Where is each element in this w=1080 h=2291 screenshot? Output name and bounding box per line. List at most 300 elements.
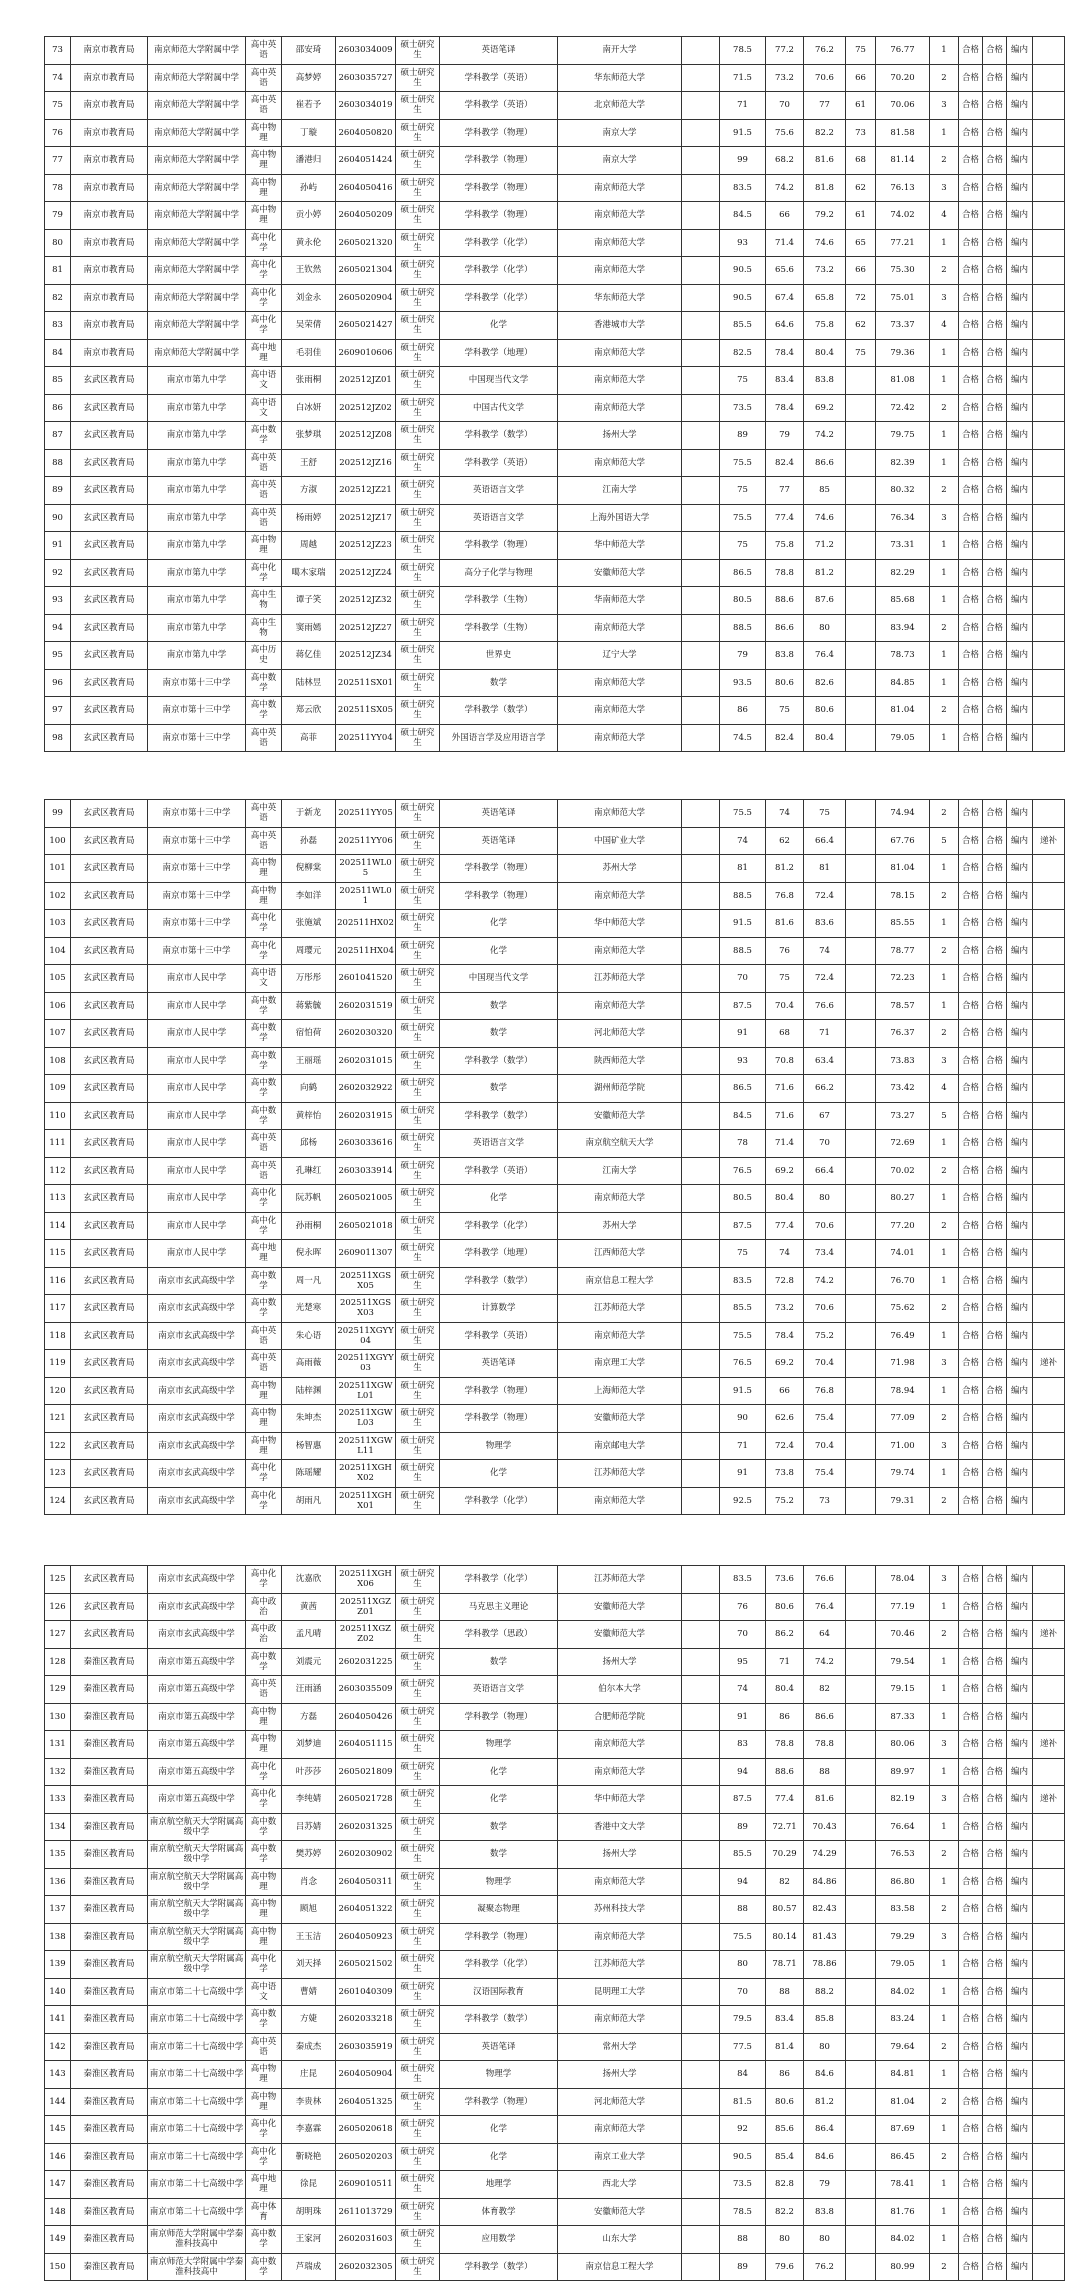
table-cell [846, 1923, 876, 1951]
table-cell: 合格 [959, 559, 983, 587]
table-cell: 2604051115 [336, 1731, 396, 1759]
table-cell: 硕士研究生 [396, 1350, 440, 1378]
table-cell [846, 1593, 876, 1621]
table-cell: 75 [720, 1240, 766, 1268]
table-cell: 南京师范大学 [558, 257, 682, 285]
table-cell [682, 1841, 720, 1869]
table-cell: 学科教学（思政） [440, 1621, 558, 1649]
table-cell: 80.4 [804, 724, 846, 752]
table-cell: 硕士研究生 [396, 1841, 440, 1869]
table-cell [846, 2033, 876, 2061]
table-cell: 高中物理 [246, 882, 282, 910]
table-cell: 学科教学（生物） [440, 614, 558, 642]
table-row [45, 532, 1065, 560]
table-cell: 高中地理 [246, 2171, 282, 2199]
table-cell: 1 [930, 669, 959, 697]
table-cell: 南京航空航天大学 [558, 1130, 682, 1158]
table-cell [846, 1703, 876, 1731]
table-cell: 编内 [1007, 339, 1033, 367]
table-cell [682, 284, 720, 312]
table-cell [682, 1322, 720, 1350]
table-cell: 编内 [1007, 2198, 1033, 2226]
table-cell [682, 1020, 720, 1048]
table-cell: 1 [930, 339, 959, 367]
table-cell: 南京师范大学附属中学 [148, 64, 246, 92]
table-cell: 91 [720, 1020, 766, 1048]
table-cell: 中国古代文学 [440, 394, 558, 422]
table-cell: 2 [930, 1020, 959, 1048]
table-cell: 65.6 [766, 257, 804, 285]
table-cell: 合格 [983, 1212, 1007, 1240]
table-cell: 合格 [959, 1978, 983, 2006]
table-cell: 74 [720, 827, 766, 855]
table-cell: 南京市第十三中学 [148, 855, 246, 883]
table-cell: 华东师范大学 [558, 64, 682, 92]
table-cell: 3 [930, 1047, 959, 1075]
table-cell: 1 [930, 910, 959, 938]
table-cell: 安徽师范大学 [558, 1102, 682, 1130]
table-cell: 学科教学（化学） [440, 229, 558, 257]
table-row [45, 1075, 1065, 1103]
table-cell: 玄武区教育局 [71, 800, 148, 828]
table-cell: 高中物理 [246, 119, 282, 147]
table-cell: 高中语文 [246, 394, 282, 422]
table-cell [682, 1267, 720, 1295]
table-cell: 南京师范大学 [558, 1923, 682, 1951]
table-cell: 南京师范大学 [558, 2006, 682, 2034]
table-cell: 合格 [959, 855, 983, 883]
table-cell: 合格 [959, 1157, 983, 1185]
table-cell: 68.2 [766, 147, 804, 175]
table-cell: 安徽师范大学 [558, 1621, 682, 1649]
table-cell: 南京航空航天大学附属高级中学 [148, 1841, 246, 1869]
table-cell: 硕士研究生 [396, 855, 440, 883]
table-cell: 80 [804, 614, 846, 642]
table-cell: 硕士研究生 [396, 477, 440, 505]
table-row [45, 2033, 1065, 2061]
table-cell [1033, 1322, 1065, 1350]
table-cell: 高中体育 [246, 2198, 282, 2226]
table-cell: 秦淮区教育局 [71, 2033, 148, 2061]
table-cell: 91 [45, 532, 71, 560]
table-cell: 70.06 [876, 92, 930, 120]
table-cell: 高中英语 [246, 1350, 282, 1378]
table-cell: 2 [930, 477, 959, 505]
table-cell: 高中化学 [246, 1487, 282, 1515]
table-cell: 74.02 [876, 202, 930, 230]
table-cell: 玄武区教育局 [71, 827, 148, 855]
table-cell: 202511XGZZ02 [336, 1621, 396, 1649]
table-cell [1033, 2171, 1065, 2199]
table-cell: 南京市玄武高级中学 [148, 1432, 246, 1460]
table-cell: 硕士研究生 [396, 532, 440, 560]
table-cell: 玄武区教育局 [71, 1047, 148, 1075]
table-cell: 3 [930, 1350, 959, 1378]
table-cell: 玄武区教育局 [71, 1157, 148, 1185]
table-cell: 合格 [983, 2143, 1007, 2171]
table-cell: 68 [766, 1020, 804, 1048]
table-cell: 高中化学 [246, 1758, 282, 1786]
table-cell [682, 882, 720, 910]
table-cell: 编内 [1007, 1621, 1033, 1649]
table-cell [682, 587, 720, 615]
table-row [45, 284, 1065, 312]
table-cell [846, 1676, 876, 1704]
table-cell: 79.05 [876, 1951, 930, 1979]
table-cell: 合格 [959, 1075, 983, 1103]
table-cell [1033, 1703, 1065, 1731]
table-cell [846, 1240, 876, 1268]
table-cell: 物理学 [440, 1868, 558, 1896]
table-cell [682, 449, 720, 477]
table-cell: 曹婧 [282, 1978, 336, 2006]
table-cell: 编内 [1007, 1731, 1033, 1759]
table-cell: 玄武区教育局 [71, 532, 148, 560]
table-cell: 安徽师范大学 [558, 2198, 682, 2226]
table-cell: 76.4 [804, 642, 846, 670]
table-cell: 硕士研究生 [396, 1487, 440, 1515]
table-cell: 合格 [959, 1703, 983, 1731]
table-cell: 南京信息工程大学 [558, 2253, 682, 2281]
table-cell [682, 1432, 720, 1460]
table-cell: 85.5 [720, 1841, 766, 1869]
table-cell [846, 559, 876, 587]
table-cell: 2 [930, 1896, 959, 1924]
table-cell: 106 [45, 992, 71, 1020]
table-cell: 编内 [1007, 2006, 1033, 2034]
table-cell: 高梦婷 [282, 64, 336, 92]
table-cell: 玄武区教育局 [71, 614, 148, 642]
table-cell: 高中英语 [246, 724, 282, 752]
table-cell [1033, 1102, 1065, 1130]
table-row [45, 882, 1065, 910]
table-cell: 扬州大学 [558, 1648, 682, 1676]
table-cell: 南京师范大学附属中学 [148, 202, 246, 230]
table-cell: 5 [930, 1102, 959, 1130]
table-cell [846, 532, 876, 560]
table-cell: 硕士研究生 [396, 1923, 440, 1951]
table-cell [846, 642, 876, 670]
table-cell: 80.06 [876, 1731, 930, 1759]
table-cell: 合格 [983, 1978, 1007, 2006]
table-cell: 硕士研究生 [396, 202, 440, 230]
table-row [45, 1621, 1065, 1649]
table-cell: 万彤彤 [282, 965, 336, 993]
table-cell: 合格 [983, 1703, 1007, 1731]
table-cell: 编内 [1007, 1295, 1033, 1323]
table-cell: 玄武区教育局 [71, 394, 148, 422]
table-cell: 85.55 [876, 910, 930, 938]
table-cell: 高中物理 [246, 2061, 282, 2089]
table-cell: 66 [846, 64, 876, 92]
table-row [45, 2088, 1065, 2116]
table-cell: 南京市第十三中学 [148, 827, 246, 855]
table-cell: 王玉洁 [282, 1923, 336, 1951]
table-cell: 硕士研究生 [396, 2006, 440, 2034]
table-cell: 南京师范大学 [558, 1185, 682, 1213]
table-cell: 学科教学（物理） [440, 1923, 558, 1951]
table-cell [1033, 422, 1065, 450]
table-cell: 学科教学（化学） [440, 1212, 558, 1240]
table-cell: 3 [930, 1432, 959, 1460]
table-cell [682, 1813, 720, 1841]
table-cell [846, 1020, 876, 1048]
table-cell: 3 [930, 504, 959, 532]
table-cell [682, 1896, 720, 1924]
table-cell: 88.6 [766, 1758, 804, 1786]
table-row [45, 1841, 1065, 1869]
table-cell: 77.5 [720, 2033, 766, 2061]
table-cell: 南京市玄武高级中学 [148, 1593, 246, 1621]
table-cell: 2609011307 [336, 1240, 396, 1268]
table-cell: 79 [804, 2171, 846, 2199]
table-cell [682, 1212, 720, 1240]
table-cell: 合格 [959, 229, 983, 257]
table-cell: 常州大学 [558, 2033, 682, 2061]
table-cell: 昆明理工大学 [558, 1978, 682, 2006]
table-cell: 玄武区教育局 [71, 1377, 148, 1405]
table-cell: 合格 [959, 477, 983, 505]
table-cell: 高中物理 [246, 1432, 282, 1460]
table-cell: 高中化学 [246, 1566, 282, 1594]
table-cell [682, 1185, 720, 1213]
table-cell: 南京市第二十七高级中学 [148, 2088, 246, 2116]
table-cell [1033, 449, 1065, 477]
table-cell: 128 [45, 1648, 71, 1676]
table-cell: 高中数学 [246, 1047, 282, 1075]
table-cell: 146 [45, 2143, 71, 2171]
table-cell: 英语笔译 [440, 37, 558, 65]
table-cell: 硕士研究生 [396, 1758, 440, 1786]
table-cell: 合格 [959, 1185, 983, 1213]
table-cell [1033, 1075, 1065, 1103]
table-cell: 沈嘉欣 [282, 1566, 336, 1594]
table-cell [846, 1648, 876, 1676]
table-cell: 英语语言文学 [440, 1676, 558, 1704]
table-cell: 周越 [282, 532, 336, 560]
table-cell: 84.81 [876, 2061, 930, 2089]
table-cell: 合格 [983, 2116, 1007, 2144]
table-cell [1033, 1240, 1065, 1268]
table-cell: 编内 [1007, 2088, 1033, 2116]
table-cell: 高中物理 [246, 532, 282, 560]
table-cell: 2605021427 [336, 312, 396, 340]
table-cell: 80.14 [766, 1923, 804, 1951]
table-cell: 4 [930, 202, 959, 230]
table-cell: 合格 [983, 477, 1007, 505]
table-cell: 编内 [1007, 312, 1033, 340]
table-cell: 合格 [983, 1460, 1007, 1488]
table-cell: 玄武区教育局 [71, 1405, 148, 1433]
table-cell: 71.4 [766, 229, 804, 257]
table-cell: 硕士研究生 [396, 800, 440, 828]
table-cell: 83.8 [804, 367, 846, 395]
table-cell: 79 [45, 202, 71, 230]
table-cell: 伯尔本大学 [558, 1676, 682, 1704]
table-cell [682, 1703, 720, 1731]
table-cell: 硕士研究生 [396, 1786, 440, 1814]
table-cell: 窦雨嫣 [282, 614, 336, 642]
table-cell: 61 [846, 92, 876, 120]
table-cell: 1 [930, 1978, 959, 2006]
table-cell: 92 [45, 559, 71, 587]
table-cell: 学科教学（化学） [440, 1951, 558, 1979]
table-cell: 83.5 [720, 1267, 766, 1295]
table-cell: 78.86 [804, 1951, 846, 1979]
table-cell: 英语笔译 [440, 800, 558, 828]
table-cell [1033, 855, 1065, 883]
table-cell: 刘金永 [282, 284, 336, 312]
table-cell: 75 [720, 532, 766, 560]
table-cell: 69.2 [766, 1157, 804, 1185]
table-cell [682, 1676, 720, 1704]
table-cell: 噶木家瑞 [282, 559, 336, 587]
table-cell: 数学 [440, 1075, 558, 1103]
table-cell: 编内 [1007, 1786, 1033, 1814]
table-cell: 94 [45, 614, 71, 642]
table-cell: 2 [930, 1212, 959, 1240]
table-cell: 南京市第十三中学 [148, 910, 246, 938]
table-cell [846, 1432, 876, 1460]
table-cell: 1 [930, 1868, 959, 1896]
table-cell: 64.6 [766, 312, 804, 340]
table-cell: 1 [930, 1377, 959, 1405]
table-cell: 高中物理 [246, 1703, 282, 1731]
table-cell: 硕士研究生 [396, 992, 440, 1020]
table-cell: 合格 [959, 1267, 983, 1295]
table-cell: 硕士研究生 [396, 92, 440, 120]
table-row [45, 1295, 1065, 1323]
table-cell: 编内 [1007, 147, 1033, 175]
table-cell: 数学 [440, 1648, 558, 1676]
table-cell: 合格 [983, 367, 1007, 395]
table-cell: 合格 [959, 1951, 983, 1979]
table-cell: 75 [766, 697, 804, 725]
table-cell: 78.4 [766, 394, 804, 422]
table-cell: 1 [930, 37, 959, 65]
table-cell: 75.5 [720, 800, 766, 828]
table-cell: 英语笔译 [440, 827, 558, 855]
table-cell: 73.5 [720, 2171, 766, 2199]
table-cell [1033, 697, 1065, 725]
table-cell: 高中物理 [246, 1405, 282, 1433]
table-cell: 90.5 [720, 2143, 766, 2171]
table-cell: 合格 [959, 119, 983, 147]
table-cell: 合格 [983, 1295, 1007, 1323]
table-cell [1033, 800, 1065, 828]
table-cell: 英语语言文学 [440, 504, 558, 532]
table-cell: 递补 [1033, 1786, 1065, 1814]
table-cell: 82 [45, 284, 71, 312]
table-cell: 李如洋 [282, 882, 336, 910]
table-cell: 合格 [959, 147, 983, 175]
table-cell: 南京市第九中学 [148, 449, 246, 477]
table-cell: 88 [804, 1758, 846, 1786]
table-cell: 72.71 [766, 1813, 804, 1841]
table-row [45, 2061, 1065, 2089]
table-cell: 88.2 [804, 1978, 846, 2006]
table-cell: 秦淮区教育局 [71, 1813, 148, 1841]
table-row [45, 1731, 1065, 1759]
table-cell: 81.2 [804, 2088, 846, 2116]
table-cell: 高中化学 [246, 2143, 282, 2171]
table-cell: 1 [930, 1267, 959, 1295]
table-cell: 81.14 [876, 147, 930, 175]
table-cell: 109 [45, 1075, 71, 1103]
table-cell: 高中数学 [246, 992, 282, 1020]
table-cell [682, 1130, 720, 1158]
table-cell [682, 532, 720, 560]
table-cell: 硕士研究生 [396, 1868, 440, 1896]
table-cell: 76 [766, 937, 804, 965]
table-cell: 77.09 [876, 1405, 930, 1433]
table-cell: 合格 [959, 1923, 983, 1951]
table-cell: 朱坤杰 [282, 1405, 336, 1433]
table-cell: 74.6 [804, 229, 846, 257]
table-cell: 合格 [983, 1868, 1007, 1896]
table-cell: 82.43 [804, 1896, 846, 1924]
table-cell: 学科教学（地理） [440, 339, 558, 367]
table-row [45, 174, 1065, 202]
table-cell: 79.2 [804, 202, 846, 230]
table-cell: 80.4 [766, 1185, 804, 1213]
table-cell: 77 [766, 477, 804, 505]
table-cell: 秦淮区教育局 [71, 1703, 148, 1731]
table-cell: 86.80 [876, 1868, 930, 1896]
table-cell [1033, 2033, 1065, 2061]
table-cell: 合格 [983, 1786, 1007, 1814]
table-cell: 李贵林 [282, 2088, 336, 2116]
table-cell [682, 174, 720, 202]
table-row [45, 477, 1065, 505]
table-cell [846, 1322, 876, 1350]
table-cell [682, 339, 720, 367]
table-cell: 1 [930, 855, 959, 883]
table-cell: 143 [45, 2061, 71, 2089]
table-cell: 硕士研究生 [396, 1566, 440, 1594]
table-cell: 南京理工大学 [558, 1350, 682, 1378]
table-cell [682, 37, 720, 65]
table-cell [1033, 992, 1065, 1020]
table-cell [1033, 1295, 1065, 1323]
table-cell: 方淑 [282, 477, 336, 505]
table-row [45, 669, 1065, 697]
table-row [45, 422, 1065, 450]
table-cell: 编内 [1007, 800, 1033, 828]
table-cell: 合格 [959, 2143, 983, 2171]
table-cell: 90.5 [720, 257, 766, 285]
table-cell [1033, 910, 1065, 938]
table-cell: 73.5 [720, 394, 766, 422]
table-cell [1033, 1951, 1065, 1979]
table-cell: 76.8 [804, 1377, 846, 1405]
table-row [45, 119, 1065, 147]
table-cell: 2605021018 [336, 1212, 396, 1240]
table-cell [682, 119, 720, 147]
table-cell: 秦淮区教育局 [71, 1841, 148, 1869]
table-cell: 2602031225 [336, 1648, 396, 1676]
table-cell: 学科教学（化学） [440, 1487, 558, 1515]
table-row [45, 147, 1065, 175]
table-cell: 150 [45, 2253, 71, 2281]
table-cell: 高中化学 [246, 1460, 282, 1488]
table-cell: 编内 [1007, 1978, 1033, 2006]
table-cell: 76.2 [804, 2253, 846, 2281]
table-cell: 合格 [983, 504, 1007, 532]
table-cell: 高菲 [282, 724, 336, 752]
table-cell: 化学 [440, 1185, 558, 1213]
table-row [45, 1923, 1065, 1951]
